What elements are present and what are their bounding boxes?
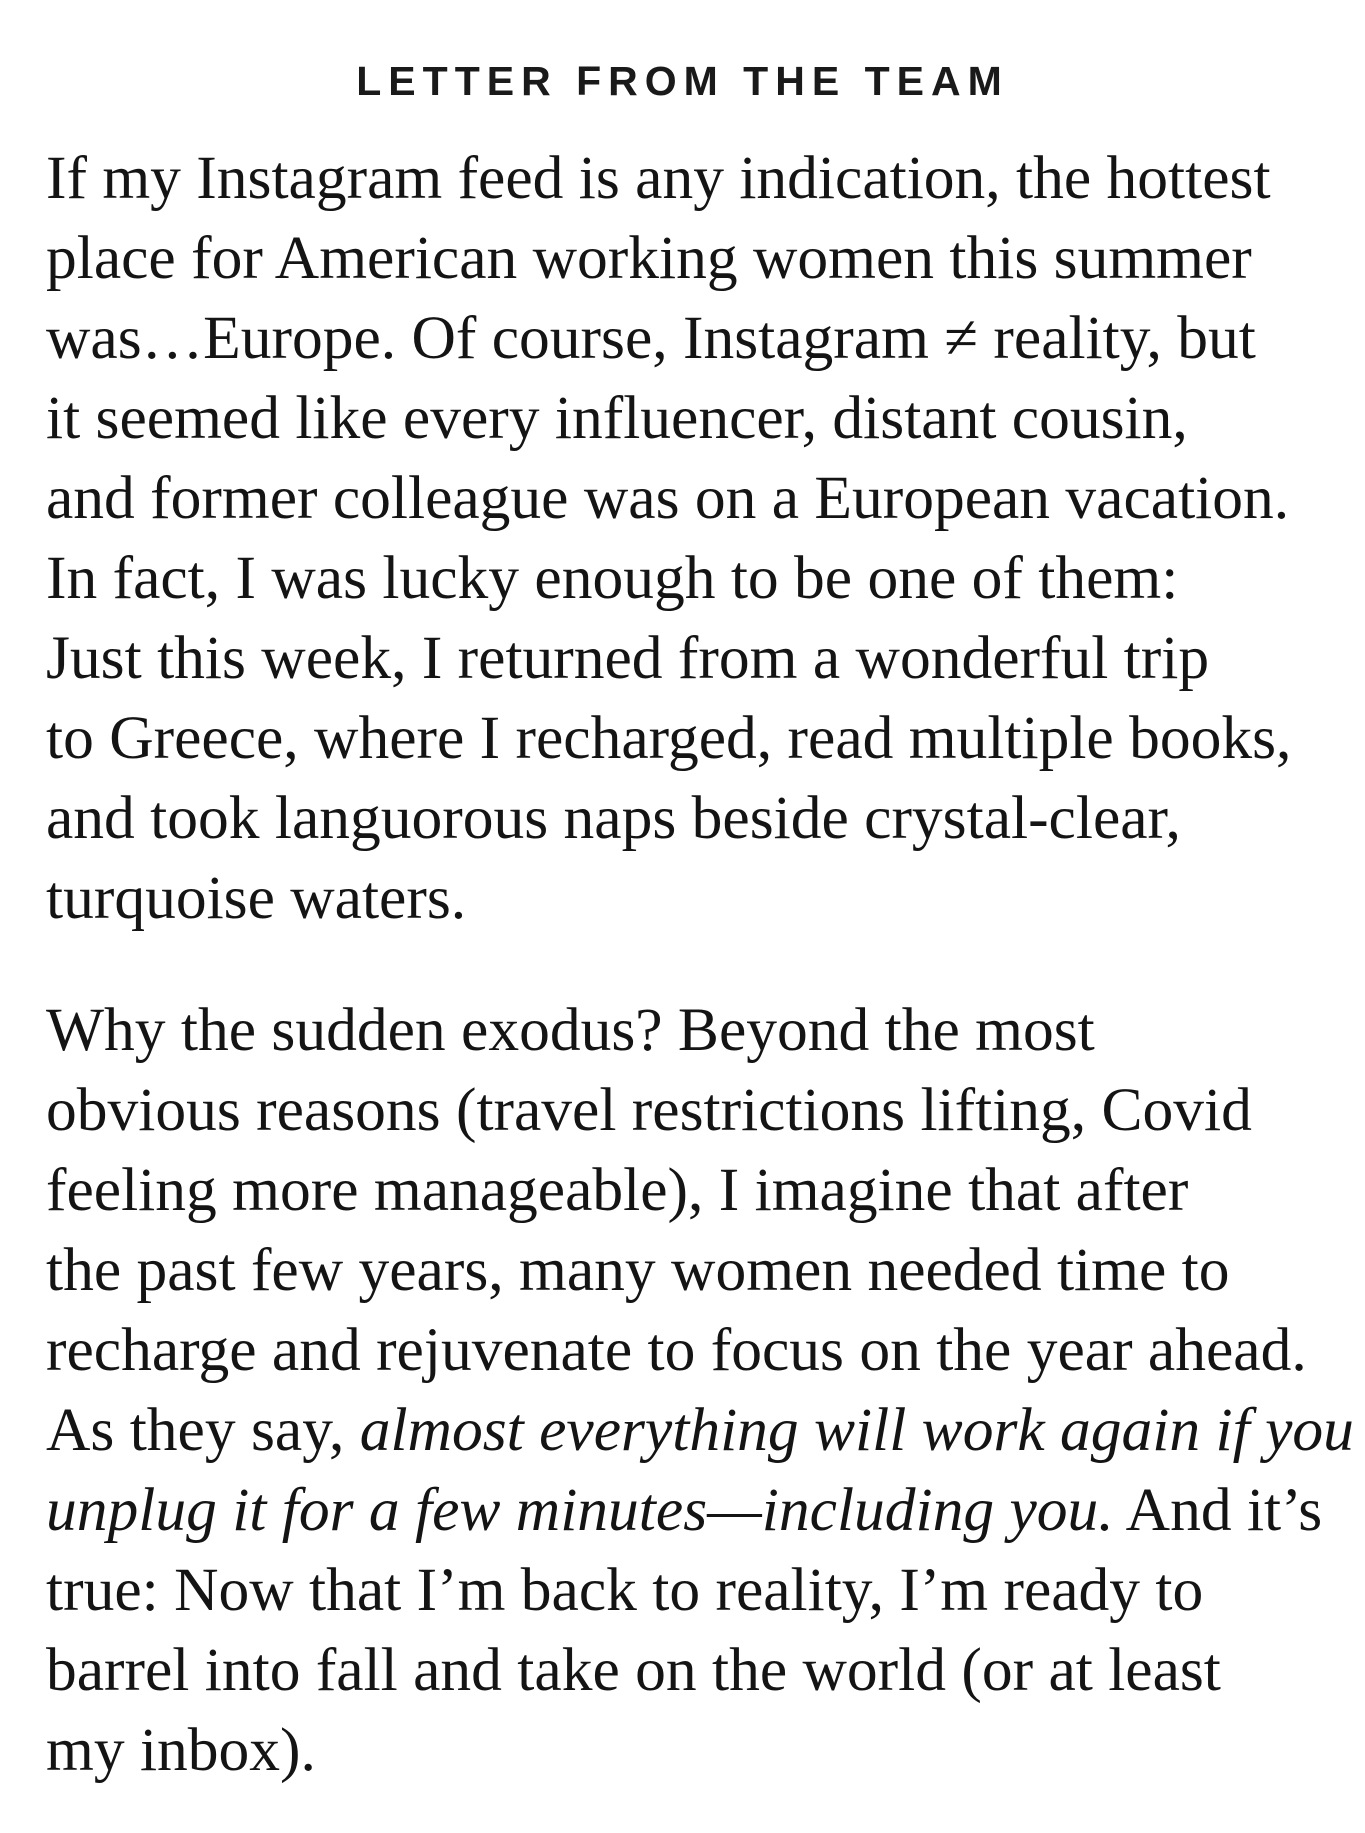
text-line (46, 1470, 1346, 1550)
text-line: In fact, I was lucky enough to be one of them: (46, 544, 1179, 612)
text-line (46, 1390, 1354, 1470)
quote-italic: unplug it for a few minutes—including you. (46, 1476, 1114, 1544)
text-line: true: Now that I’m back to reality, I’m ready to (46, 1556, 1204, 1624)
text-line: my inbox). (46, 1716, 316, 1784)
text-line: was…Europe. Of course, Instagram ≠ reality, but (46, 304, 1256, 372)
text-segment: As they say, (46, 1396, 360, 1464)
section-kicker: LETTER FROM THE TEAM (356, 58, 1009, 104)
text-line: and former colleague was on a European vacation. (46, 464, 1290, 532)
text-line: and took languorous naps beside crystal-clear, (46, 784, 1181, 852)
paragraph-2 (46, 990, 1354, 1790)
text-line: to Greece, where I recharged, read multiple books, (46, 704, 1292, 772)
text-line: obvious reasons (travel restrictions lifting, Covid (46, 1076, 1252, 1144)
text-line: the past few years, many women needed time to (46, 1236, 1230, 1304)
text-line: If my Instagram feed is any indication, the hottest (46, 144, 1271, 212)
quote-italic: almost everything will work again if you (359, 1396, 1354, 1464)
paragraph-1 (46, 138, 1346, 938)
text-line: feeling more manageable), I imagine that after (46, 1156, 1189, 1224)
text-line: Just this week, I returned from a wonderful trip (46, 624, 1210, 692)
text-line: it seemed like every influencer, distant cousin, (46, 384, 1188, 452)
text-line: barrel into fall and take on the world (or at least (46, 1636, 1221, 1704)
text-line: place for American working women this summer (46, 224, 1252, 292)
text-line: recharge and rejuvenate to focus on the year ahead. (46, 1316, 1307, 1384)
text-segment: And it’s (1113, 1476, 1323, 1544)
text-line: turquoise waters. (46, 864, 467, 932)
text-line: Why the sudden exodus? Beyond the most (46, 996, 1095, 1064)
